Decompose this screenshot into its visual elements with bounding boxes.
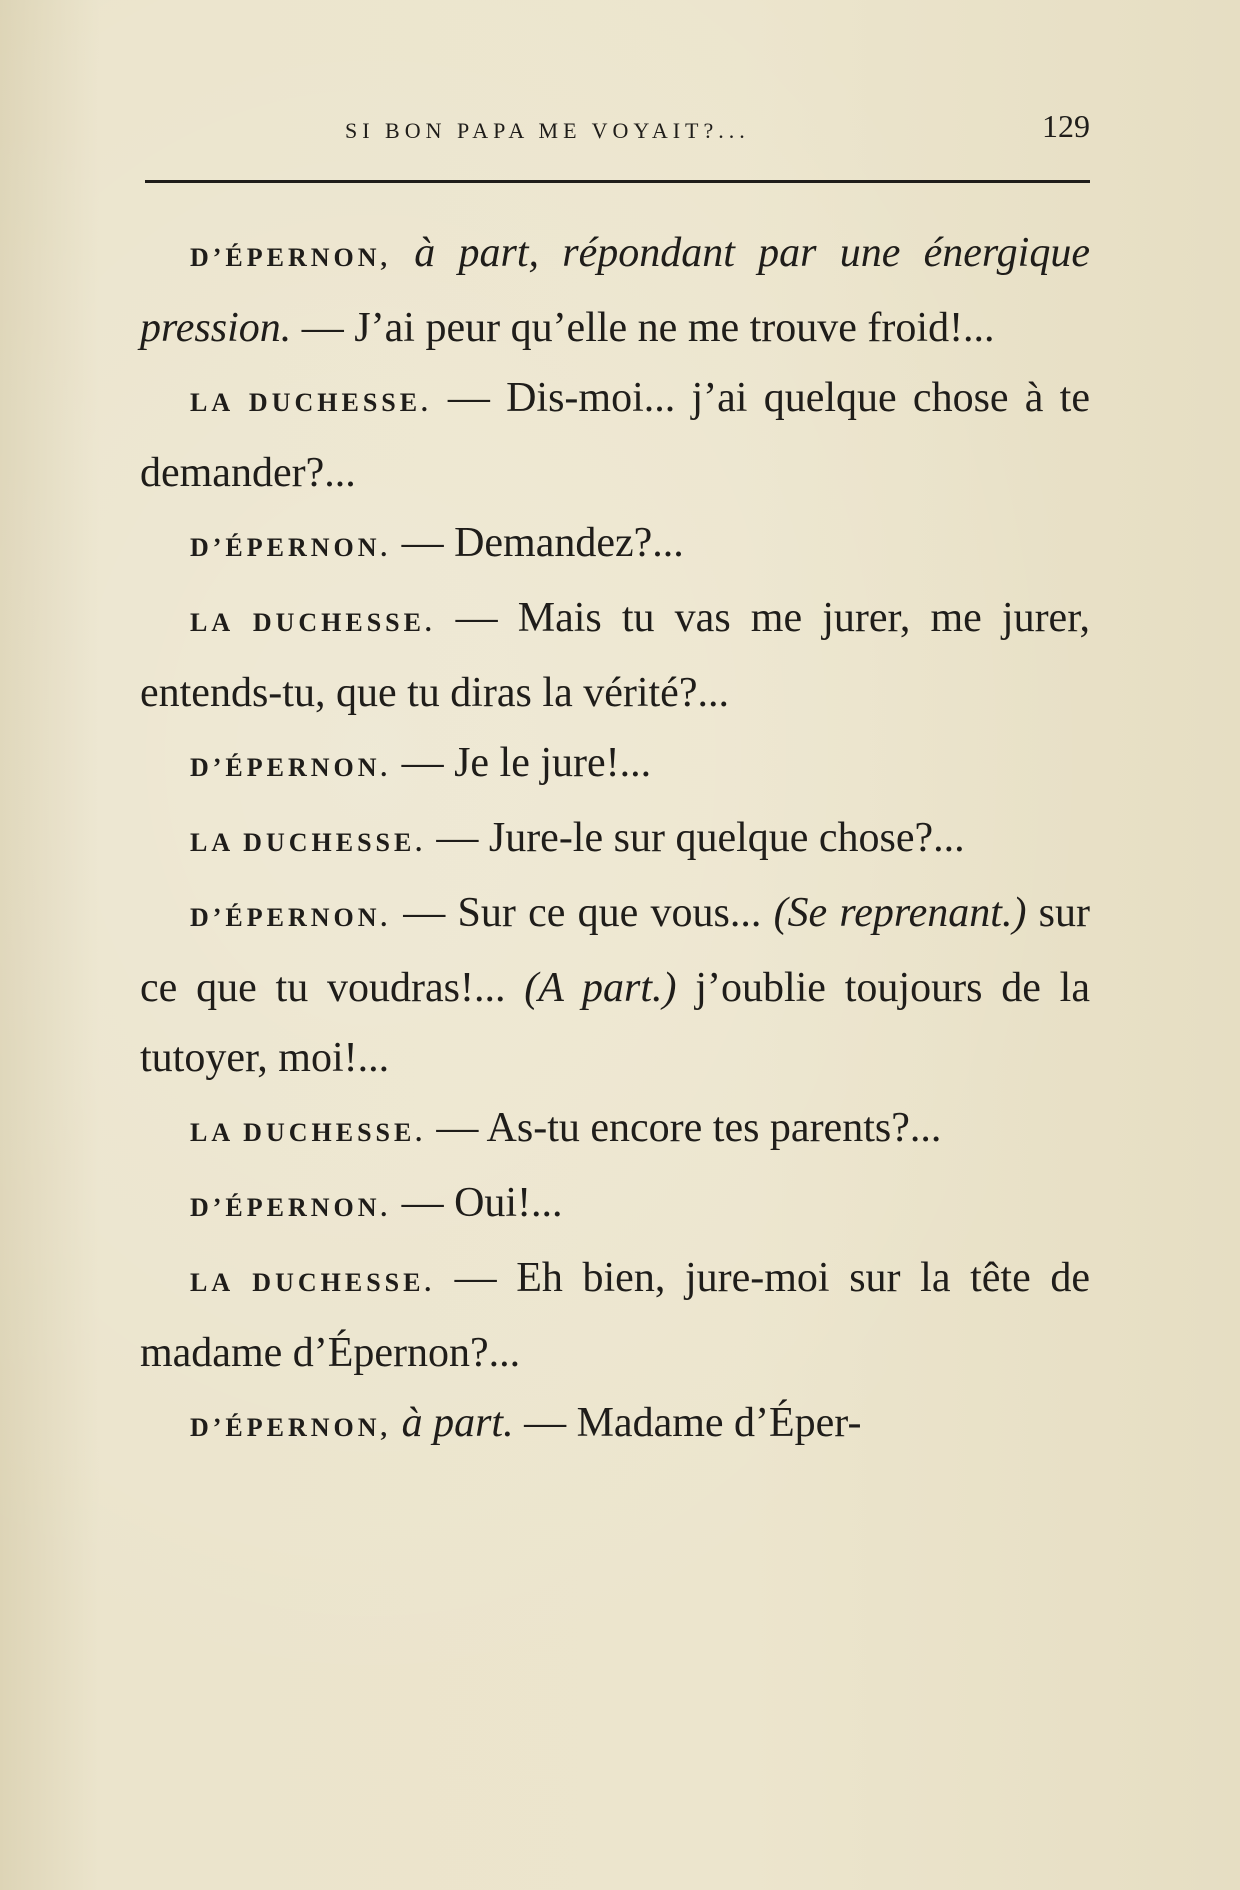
line-text: — Madame d’Éper- [513, 1400, 862, 1446]
speaker-name: D’ÉPERNON. [190, 533, 392, 562]
dialogue-line [140, 878, 1090, 1093]
stage-direction: (A part.) [524, 965, 677, 1011]
line-text: — Sur ce que vous... [391, 890, 774, 936]
line-text: — Mais tu vas me jurer, me jurer, entends-tu, que tu diras la vérité?... [140, 595, 1091, 716]
dialogue-line [140, 1243, 1090, 1388]
dialogue-line [140, 803, 1090, 878]
speaker-name: D’ÉPERNON. [190, 903, 392, 932]
dialogue-line [140, 583, 1090, 728]
line-text: sur ce que tu voudras!... [140, 890, 1090, 1011]
dialogue-line [140, 1168, 1090, 1243]
speaker-name: D’ÉPERNON. [190, 1193, 392, 1222]
line-text: — Je le jure!... [391, 740, 652, 786]
line-text: — As-tu encore tes parents?... [425, 1105, 942, 1151]
stage-direction: à part, répondant par une énergique pression. [140, 230, 1090, 351]
running-head [140, 108, 1090, 148]
speaker-name: LA DUCHESSE. [190, 1268, 435, 1297]
speaker-name: LA DUCHESSE. [190, 388, 432, 417]
line-text: — Oui!... [391, 1180, 563, 1226]
speaker-name: D’ÉPERNON, [190, 1413, 392, 1442]
dialogue-text [140, 218, 1090, 1463]
header-rule [145, 180, 1090, 183]
line-text: — Jure-le sur quelque chose?... [425, 815, 965, 861]
dialogue-line [140, 1093, 1090, 1168]
speaker-name: LA DUCHESSE. [190, 608, 436, 637]
line-text: — Eh bien, jure-moi sur la tête de madame d’Épernon?... [140, 1255, 1090, 1376]
speaker-name: LA DUCHESSE. [190, 828, 426, 857]
line-text: — Demandez?... [391, 520, 684, 566]
speaker-name: LA DUCHESSE. [190, 1118, 426, 1147]
line-text: j’oublie toujours de la tutoyer, moi!... [140, 965, 1090, 1081]
speaker-name: D’ÉPERNON, [190, 243, 392, 272]
line-text: — Dis-moi... j’ai quelque chose à te demander?... [140, 375, 1090, 496]
stage-direction: (Se reprenant.) [773, 890, 1027, 936]
stage-direction: à part. [391, 1400, 514, 1446]
dialogue-line [140, 218, 1090, 363]
dialogue-line [140, 363, 1090, 508]
page-number: 129 [1042, 108, 1090, 144]
speaker-name: D’ÉPERNON. [190, 753, 392, 782]
dialogue-line [140, 508, 1090, 583]
line-text: — J’ai peur qu’elle ne me trouve froid!... [291, 305, 995, 351]
dialogue-line [140, 728, 1090, 803]
dialogue-line [140, 1388, 1090, 1463]
running-title: SI BON PAPA ME VOYAIT?... [345, 118, 750, 143]
